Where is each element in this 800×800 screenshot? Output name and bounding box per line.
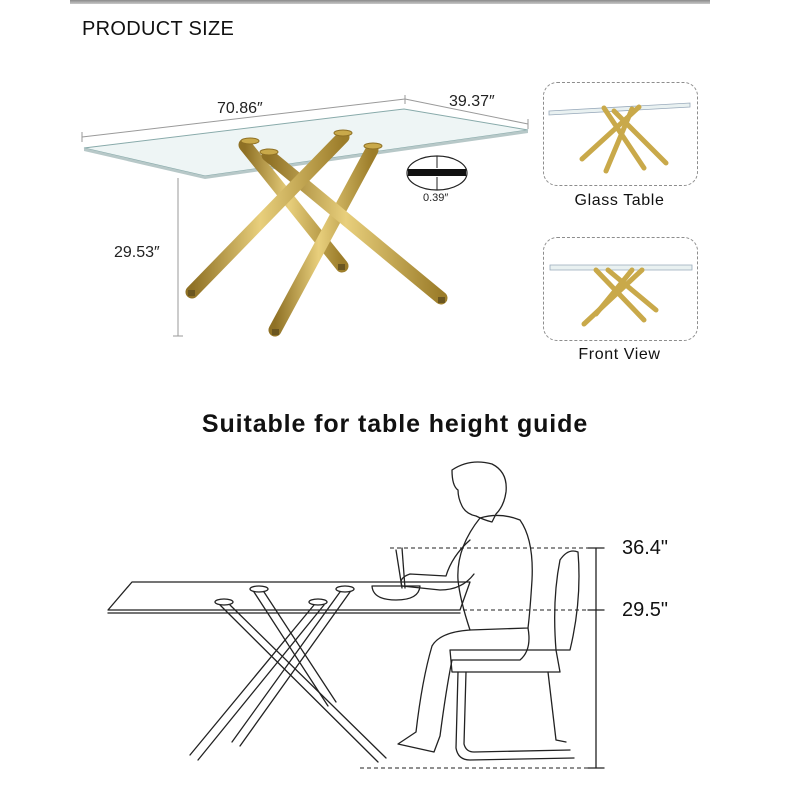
height-label: 29.53″	[114, 244, 160, 261]
chair-base	[456, 672, 574, 760]
length-label: 70.86″	[217, 100, 263, 117]
chair-back	[555, 551, 579, 650]
person-torso	[458, 515, 532, 630]
glass-table-caption: Glass Table	[574, 192, 665, 209]
person-legs	[398, 628, 529, 752]
width-label: 39.37″	[449, 93, 495, 110]
eye-level-label: 36.4"	[622, 537, 669, 559]
front-view-caption: Front View	[578, 346, 661, 363]
thickness-label: 0.39″	[423, 192, 449, 204]
guide-title: Suitable for table height guide	[201, 410, 589, 438]
section-title: PRODUCT SIZE	[82, 18, 235, 40]
table-level-label: 29.5"	[622, 599, 669, 621]
chair-seat	[450, 650, 560, 672]
person-head	[452, 462, 506, 522]
